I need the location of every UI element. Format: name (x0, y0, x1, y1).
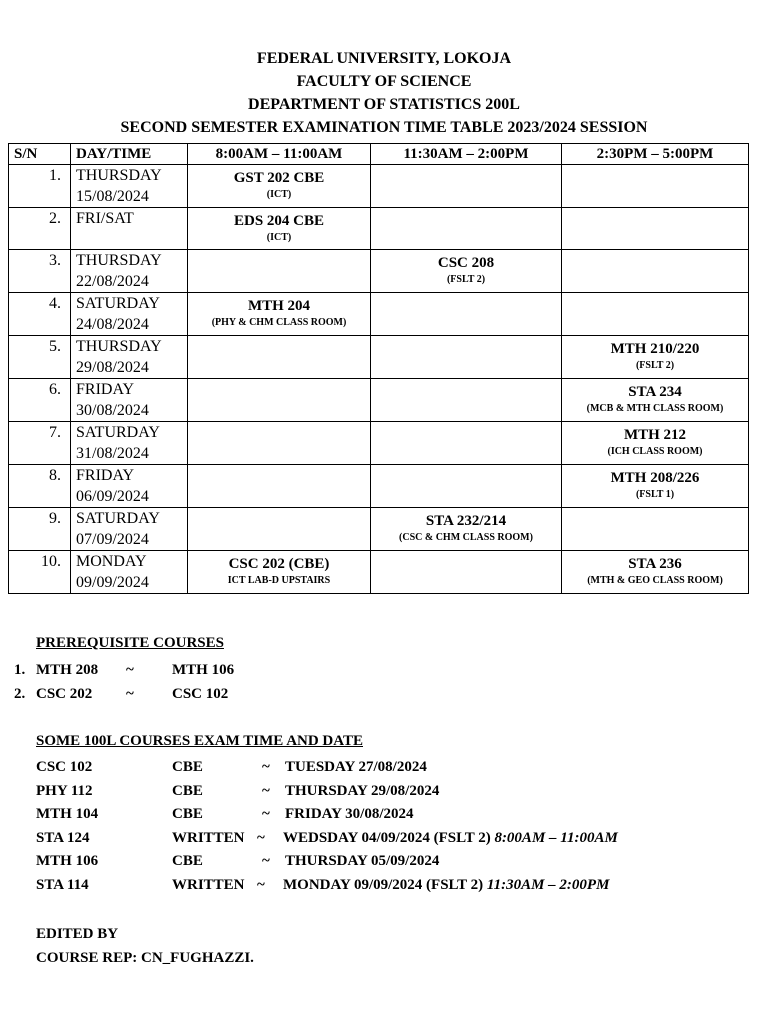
exam-course: GST 202 CBE (233, 170, 325, 186)
row-date: 07/09/2024 (76, 531, 149, 548)
exam-100l-date (285, 755, 427, 779)
row-date: 22/08/2024 (76, 273, 149, 290)
exam-venue: (ICT) (266, 232, 292, 243)
exam-slot-slot1 (188, 422, 371, 465)
row-day: SATURDAY (76, 295, 160, 312)
exam-slot-slot3 (562, 336, 749, 379)
exam-slot-slot3 (562, 551, 749, 594)
row-day: THURSDAY (76, 252, 162, 269)
exam-slot-slot2 (371, 508, 562, 551)
column-header-sn: S/N (9, 144, 71, 165)
exam-slot-slot3 (562, 465, 749, 508)
exam-100l-time: 8:00AM – 11:00AM (494, 829, 618, 846)
row-number: 6. (9, 379, 71, 422)
exam-course: MTH 212 (623, 427, 687, 443)
row-date: 15/08/2024 (76, 188, 149, 205)
prerequisite-heading: PREREQUISITE COURSES (36, 635, 224, 651)
prerequisite-number: 2. (14, 686, 26, 702)
exam-course: MTH 204 (247, 298, 311, 314)
exam-course: STA 234 (628, 384, 682, 400)
exam-course: CSC 208 (437, 255, 495, 271)
column-header-daytime: DAY/TIME (71, 144, 188, 165)
exam-100l-date (285, 802, 413, 826)
column-header-slot3: 2:30PM – 5:00PM (562, 144, 749, 165)
prerequisite-course: MTH 208 (36, 662, 99, 678)
exam-course: MTH 210/220 (610, 341, 700, 357)
exam-slot-slot2 (371, 293, 562, 336)
exam-slot-slot1 (188, 465, 371, 508)
exam-100l-date (283, 826, 618, 850)
row-number: 2. (9, 208, 71, 250)
table-row (9, 379, 749, 422)
prerequisite-required-course: CSC 102 (172, 686, 229, 702)
table-header-row (9, 144, 749, 165)
exams-100l-heading: SOME 100L COURSES EXAM TIME AND DATE (36, 733, 363, 749)
exam-course (371, 165, 561, 168)
exam-100l-date-text: THURSDAY 05/09/2024 (285, 853, 440, 870)
column-header-slot1: 8:00AM – 11:00AM (188, 144, 371, 165)
column-header-slot2: 11:30AM – 2:00PM (371, 144, 562, 165)
exam-venue: (ICH CLASS ROOM) (607, 446, 703, 457)
row-day: FRI/SAT (76, 210, 134, 227)
exam-100l-separator: ~ (257, 877, 265, 893)
row-date: 06/09/2024 (76, 488, 149, 505)
exam-slot-slot2 (371, 250, 562, 293)
row-day: SATURDAY (76, 424, 160, 441)
exam-course (562, 250, 748, 253)
row-day-date (71, 165, 188, 208)
exam-100l-date (285, 779, 439, 803)
exam-slot-slot3 (562, 165, 749, 208)
row-day-date (71, 551, 188, 594)
exam-100l-separator: ~ (262, 782, 270, 799)
exam-100l-separator: ~ (262, 759, 270, 775)
table-row (9, 293, 749, 336)
row-number: 4. (9, 293, 71, 336)
exam-100l-item (0, 826, 768, 850)
exam-100l-item (0, 849, 768, 873)
exam-course (562, 508, 748, 511)
exam-course: STA 232/214 (425, 513, 507, 529)
row-number: 7. (9, 422, 71, 465)
exam-100l-course: STA 114 (36, 877, 89, 893)
exam-course (371, 422, 561, 425)
row-day-date (71, 250, 188, 293)
document-header (0, 47, 768, 139)
exam-100l-course: MTH 106 (36, 853, 99, 870)
exam-course (188, 422, 370, 425)
row-day-date (71, 422, 188, 465)
exam-100l-date-text: THURSDAY 29/08/2024 (285, 782, 440, 799)
exam-100l-item (0, 779, 768, 803)
exam-100l-date-text: MONDAY 09/09/2024 (FSLT 2) (283, 877, 484, 893)
prerequisite-required-course: MTH 106 (172, 662, 235, 678)
exam-course (188, 465, 370, 468)
exam-slot-slot2 (371, 551, 562, 594)
exam-100l-mode: CBE (172, 759, 203, 775)
row-number: 1. (9, 165, 71, 208)
exam-venue: (FSLT 2) (635, 360, 675, 371)
exam-100l-time: 11:30AM – 2:00PM (486, 877, 610, 893)
exam-100l-item (0, 755, 768, 779)
exam-slot-slot1 (188, 336, 371, 379)
prerequisite-course: CSC 202 (36, 686, 93, 702)
exam-slot-slot1 (188, 551, 371, 594)
exam-slot-slot1 (188, 508, 371, 551)
exam-slot-slot3 (562, 508, 749, 551)
exam-100l-item (0, 802, 768, 826)
row-day: MONDAY (76, 553, 147, 570)
exam-slot-slot2 (371, 165, 562, 208)
prerequisite-number: 1. (14, 662, 26, 678)
exam-100l-mode: CBE (172, 853, 203, 870)
row-number: 9. (9, 508, 71, 551)
faculty-name: FACULTY OF SCIENCE (296, 73, 472, 90)
row-day: FRIDAY (76, 467, 135, 484)
exam-100l-mode: WRITTEN (172, 829, 245, 846)
exam-slot-slot1 (188, 379, 371, 422)
exam-course (562, 208, 748, 211)
exam-100l-separator: ~ (257, 829, 265, 846)
row-number: 8. (9, 465, 71, 508)
exam-100l-mode: WRITTEN (172, 877, 245, 893)
row-date: 29/08/2024 (76, 359, 149, 376)
table-row (9, 250, 749, 293)
row-number: 3. (9, 250, 71, 293)
exam-100l-item (0, 873, 768, 897)
exam-venue: (PHY & CHM CLASS ROOM) (211, 317, 347, 328)
exam-100l-date-text: TUESDAY 27/08/2024 (285, 759, 427, 775)
exam-venue: (CSC & CHM CLASS ROOM) (399, 532, 533, 543)
exam-venue: (FSLT 1) (635, 489, 675, 500)
exam-course (371, 379, 561, 382)
row-date: 09/09/2024 (76, 574, 149, 591)
exam-course (371, 208, 561, 211)
exam-slot-slot3 (562, 293, 749, 336)
exam-slot-slot2 (371, 379, 562, 422)
exam-100l-course: CSC 102 (36, 759, 93, 775)
exam-course (188, 508, 370, 511)
row-day-date (71, 208, 188, 250)
exam-course: MTH 208/226 (610, 470, 700, 486)
row-day: THURSDAY (76, 167, 162, 184)
exam-venue: (ICT) (266, 189, 292, 200)
department-name: DEPARTMENT OF STATISTICS 200L (248, 96, 520, 113)
exam-course (371, 336, 561, 339)
row-date: 24/08/2024 (76, 316, 149, 333)
exam-slot-slot3 (562, 379, 749, 422)
row-date: 31/08/2024 (76, 445, 149, 462)
exam-slot-slot1 (188, 165, 371, 208)
table-row (9, 422, 749, 465)
exam-venue: (MTH & GEO CLASS ROOM) (587, 575, 723, 586)
table-row (9, 165, 749, 208)
exam-course (188, 250, 370, 253)
exam-venue: ICT LAB-D UPSTAIRS (227, 575, 331, 586)
table-row (9, 208, 749, 250)
exam-100l-course: MTH 104 (36, 806, 99, 823)
exam-100l-date-text: FRIDAY 30/08/2024 (285, 806, 414, 823)
row-day-date (71, 293, 188, 336)
exam-slot-slot2 (371, 336, 562, 379)
row-number: 5. (9, 336, 71, 379)
university-name: FEDERAL UNIVERSITY, LOKOJA (256, 50, 512, 67)
exam-course (371, 465, 561, 468)
exam-timetable (8, 143, 749, 594)
exam-venue: (MCB & MTH CLASS ROOM) (586, 403, 724, 414)
exam-course: STA 236 (628, 556, 682, 572)
row-day: THURSDAY (76, 338, 162, 355)
prerequisite-separator: ~ (126, 662, 134, 678)
row-day-date (71, 336, 188, 379)
exam-slot-slot2 (371, 208, 562, 250)
exam-100l-course: PHY 112 (36, 782, 93, 799)
exam-slot-slot1 (188, 250, 371, 293)
exam-slot-slot3 (562, 208, 749, 250)
table-body (9, 165, 749, 594)
exam-slot-slot2 (371, 465, 562, 508)
timetable-title: SECOND SEMESTER EXAMINATION TIME TABLE 2023/2024 SESSION (120, 119, 648, 136)
exam-slot-slot1 (188, 208, 371, 250)
exam-slot-slot2 (371, 422, 562, 465)
exam-slot-slot3 (562, 422, 749, 465)
row-day: FRIDAY (76, 381, 135, 398)
row-date: 30/08/2024 (76, 402, 149, 419)
course-rep-label: COURSE REP: CN_FUGHAZZI. (36, 950, 254, 966)
exam-100l-date-text: WEDSDAY 04/09/2024 (FSLT 2) (283, 829, 491, 846)
row-number: 10. (9, 551, 71, 594)
exam-slot-slot1 (188, 293, 371, 336)
exam-course (188, 336, 370, 339)
exam-course (562, 293, 748, 296)
exam-venue: (FSLT 2) (446, 274, 486, 285)
exam-100l-separator: ~ (262, 806, 270, 823)
exam-course (188, 379, 370, 382)
edited-by-label: EDITED BY (36, 926, 119, 942)
exam-100l-date (283, 873, 609, 897)
row-day-date (71, 508, 188, 551)
table-row (9, 508, 749, 551)
exam-course: EDS 204 CBE (233, 213, 325, 229)
row-day: SATURDAY (76, 510, 160, 527)
table-row (9, 551, 749, 594)
exam-course (562, 165, 748, 168)
exam-slot-slot3 (562, 250, 749, 293)
row-day-date (71, 379, 188, 422)
exam-course (371, 551, 561, 554)
exam-100l-mode: CBE (172, 782, 203, 799)
exam-100l-mode: CBE (172, 806, 203, 823)
exam-100l-course: STA 124 (36, 829, 90, 846)
exam-course (371, 293, 561, 296)
exam-100l-date (285, 849, 439, 873)
table-row (9, 336, 749, 379)
exam-course: CSC 202 (CBE) (228, 556, 330, 572)
prerequisite-separator: ~ (126, 686, 134, 702)
exam-100l-separator: ~ (262, 853, 270, 870)
table-row (9, 465, 749, 508)
row-day-date (71, 465, 188, 508)
